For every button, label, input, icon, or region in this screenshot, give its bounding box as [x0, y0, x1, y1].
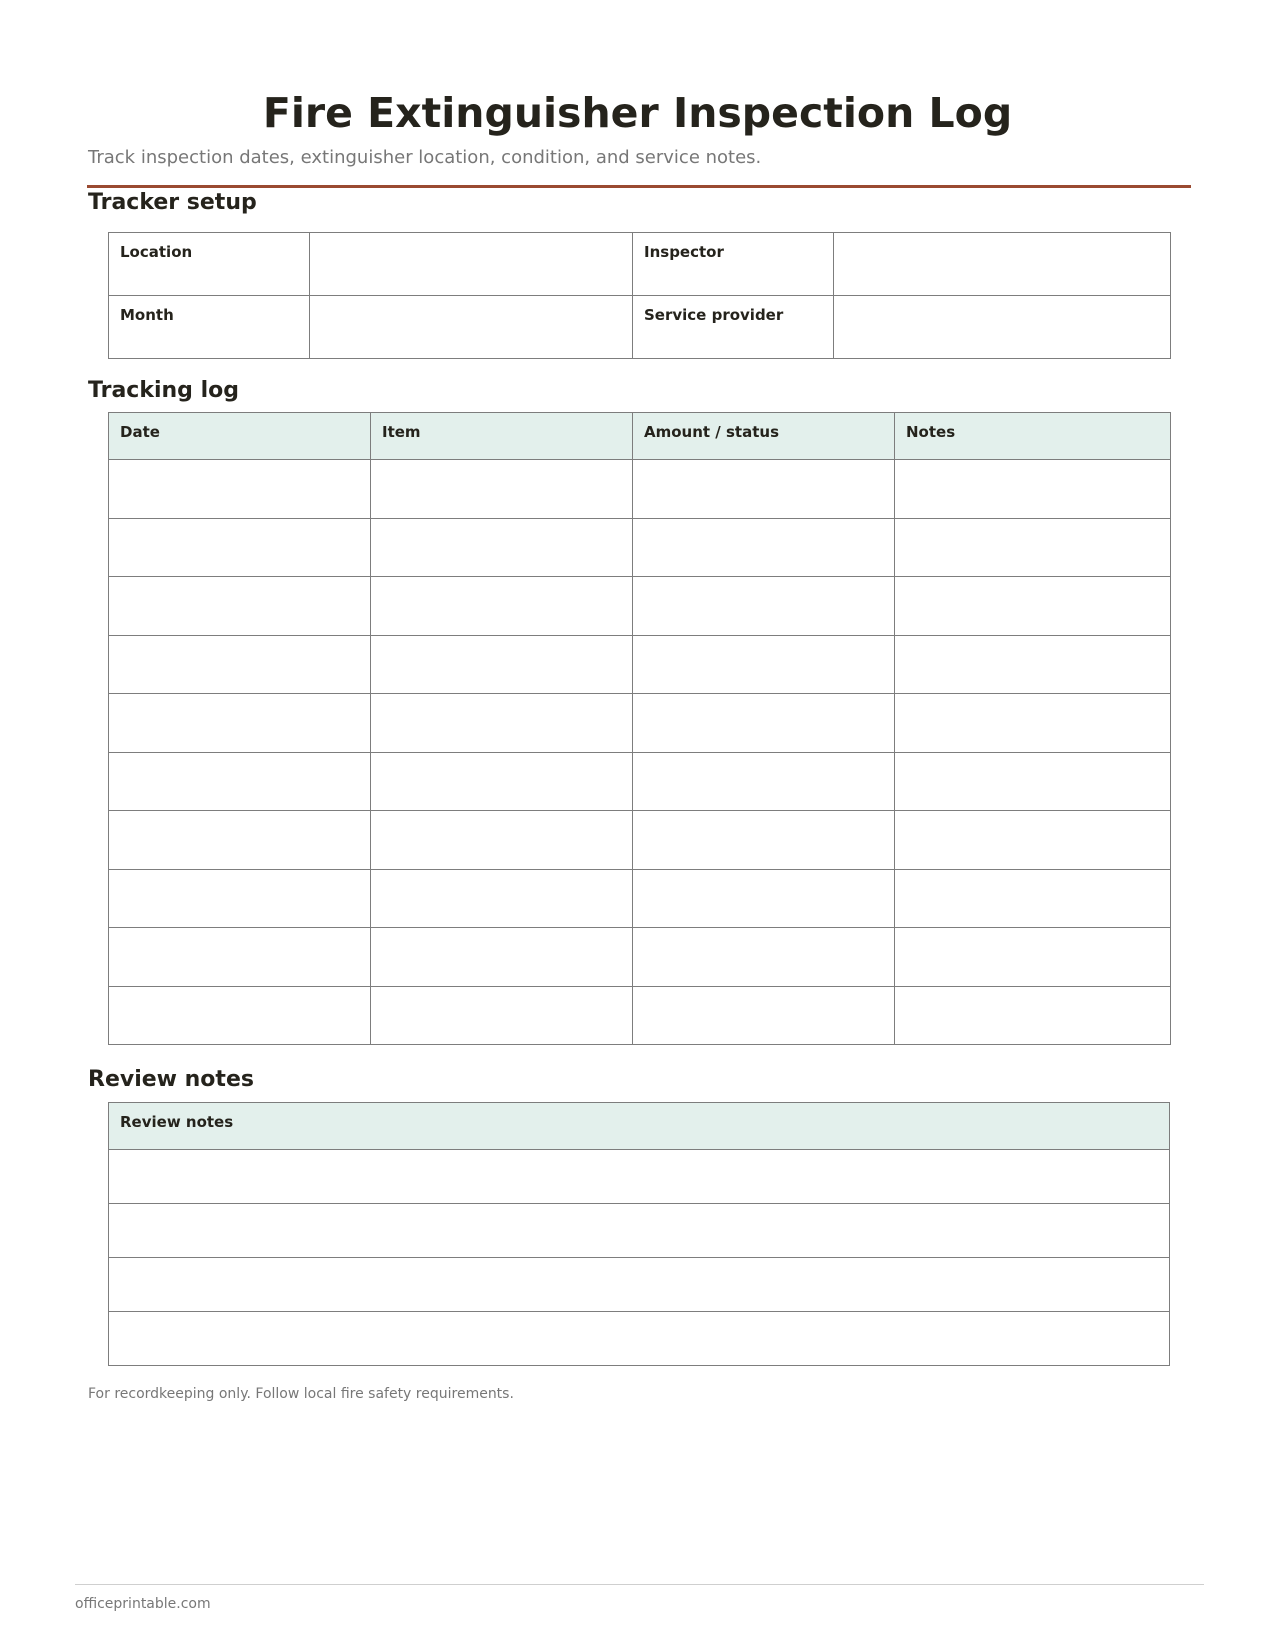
review-note-cell[interactable]	[109, 1258, 1170, 1312]
disclaimer-text: For recordkeeping only. Follow local fire safety requirements.	[88, 1386, 514, 1402]
inspector-field[interactable]	[834, 233, 1171, 296]
setup-row	[109, 296, 1171, 359]
setup-table	[108, 232, 1171, 359]
notes-cell[interactable]	[895, 577, 1171, 636]
setup-row	[109, 233, 1171, 296]
amount-status-cell[interactable]	[633, 635, 895, 694]
table-row	[109, 752, 1171, 811]
review-note-cell[interactable]	[109, 1312, 1170, 1366]
location-field[interactable]	[310, 233, 633, 296]
table-row	[109, 1312, 1170, 1366]
table-row	[109, 635, 1171, 694]
log-heading: Tracking log	[88, 378, 239, 403]
amount-status-cell[interactable]	[633, 518, 895, 577]
item-cell[interactable]	[371, 869, 633, 928]
review-heading: Review notes	[88, 1067, 254, 1092]
page-title: Fire Extinguisher Inspection Log	[262, 89, 1013, 137]
item-cell[interactable]	[371, 928, 633, 987]
amount-status-cell[interactable]	[633, 694, 895, 753]
item-cell[interactable]	[371, 460, 633, 519]
amount-status-cell[interactable]	[633, 460, 895, 519]
date-cell[interactable]	[109, 460, 371, 519]
service-provider-field[interactable]	[834, 296, 1171, 359]
table-row	[109, 1204, 1170, 1258]
item-cell[interactable]	[371, 577, 633, 636]
setup-label-location: Location	[109, 233, 310, 296]
column-header-date: Date	[109, 413, 371, 460]
amount-status-cell[interactable]	[633, 752, 895, 811]
setup-label-service-provider: Service provider	[633, 296, 834, 359]
item-cell[interactable]	[371, 752, 633, 811]
table-row	[109, 694, 1171, 753]
tracking-log-table	[108, 412, 1171, 1045]
month-field[interactable]	[310, 296, 633, 359]
notes-cell[interactable]	[895, 694, 1171, 753]
item-cell[interactable]	[371, 635, 633, 694]
date-cell[interactable]	[109, 811, 371, 870]
date-cell[interactable]	[109, 869, 371, 928]
table-row	[109, 986, 1171, 1045]
table-row	[109, 577, 1171, 636]
date-cell[interactable]	[109, 986, 371, 1045]
table-row	[109, 518, 1171, 577]
item-cell[interactable]	[371, 811, 633, 870]
review-note-cell[interactable]	[109, 1204, 1170, 1258]
title-divider	[87, 185, 1191, 188]
setup-label-inspector: Inspector	[633, 233, 834, 296]
notes-cell[interactable]	[895, 928, 1171, 987]
date-cell[interactable]	[109, 694, 371, 753]
column-header-item: Item	[371, 413, 633, 460]
footer-divider	[75, 1584, 1204, 1585]
date-cell[interactable]	[109, 635, 371, 694]
notes-cell[interactable]	[895, 869, 1171, 928]
item-cell[interactable]	[371, 518, 633, 577]
date-cell[interactable]	[109, 928, 371, 987]
table-row	[109, 460, 1171, 519]
notes-cell[interactable]	[895, 986, 1171, 1045]
table-row	[109, 1258, 1170, 1312]
notes-cell[interactable]	[895, 752, 1171, 811]
amount-status-cell[interactable]	[633, 577, 895, 636]
item-cell[interactable]	[371, 694, 633, 753]
date-cell[interactable]	[109, 577, 371, 636]
notes-cell[interactable]	[895, 518, 1171, 577]
item-cell[interactable]	[371, 986, 633, 1045]
amount-status-cell[interactable]	[633, 986, 895, 1045]
table-row	[109, 928, 1171, 987]
footer-site: officeprintable.com	[75, 1596, 211, 1612]
column-header-notes: Notes	[895, 413, 1171, 460]
column-header-amount-status: Amount / status	[633, 413, 895, 460]
setup-label-month: Month	[109, 296, 310, 359]
date-cell[interactable]	[109, 752, 371, 811]
review-note-cell[interactable]	[109, 1150, 1170, 1204]
amount-status-cell[interactable]	[633, 869, 895, 928]
notes-cell[interactable]	[895, 811, 1171, 870]
notes-cell[interactable]	[895, 635, 1171, 694]
amount-status-cell[interactable]	[633, 811, 895, 870]
page-subtitle: Track inspection dates, extinguisher location, condition, and service notes.	[88, 147, 762, 168]
log-header-row	[109, 413, 1171, 460]
review-notes-table	[108, 1102, 1170, 1366]
notes-cell[interactable]	[895, 460, 1171, 519]
amount-status-cell[interactable]	[633, 928, 895, 987]
table-row	[109, 811, 1171, 870]
date-cell[interactable]	[109, 518, 371, 577]
setup-heading: Tracker setup	[88, 190, 257, 215]
review-header-row	[109, 1103, 1170, 1150]
table-row	[109, 869, 1171, 928]
column-header-review-notes: Review notes	[109, 1103, 1170, 1150]
table-row	[109, 1150, 1170, 1204]
